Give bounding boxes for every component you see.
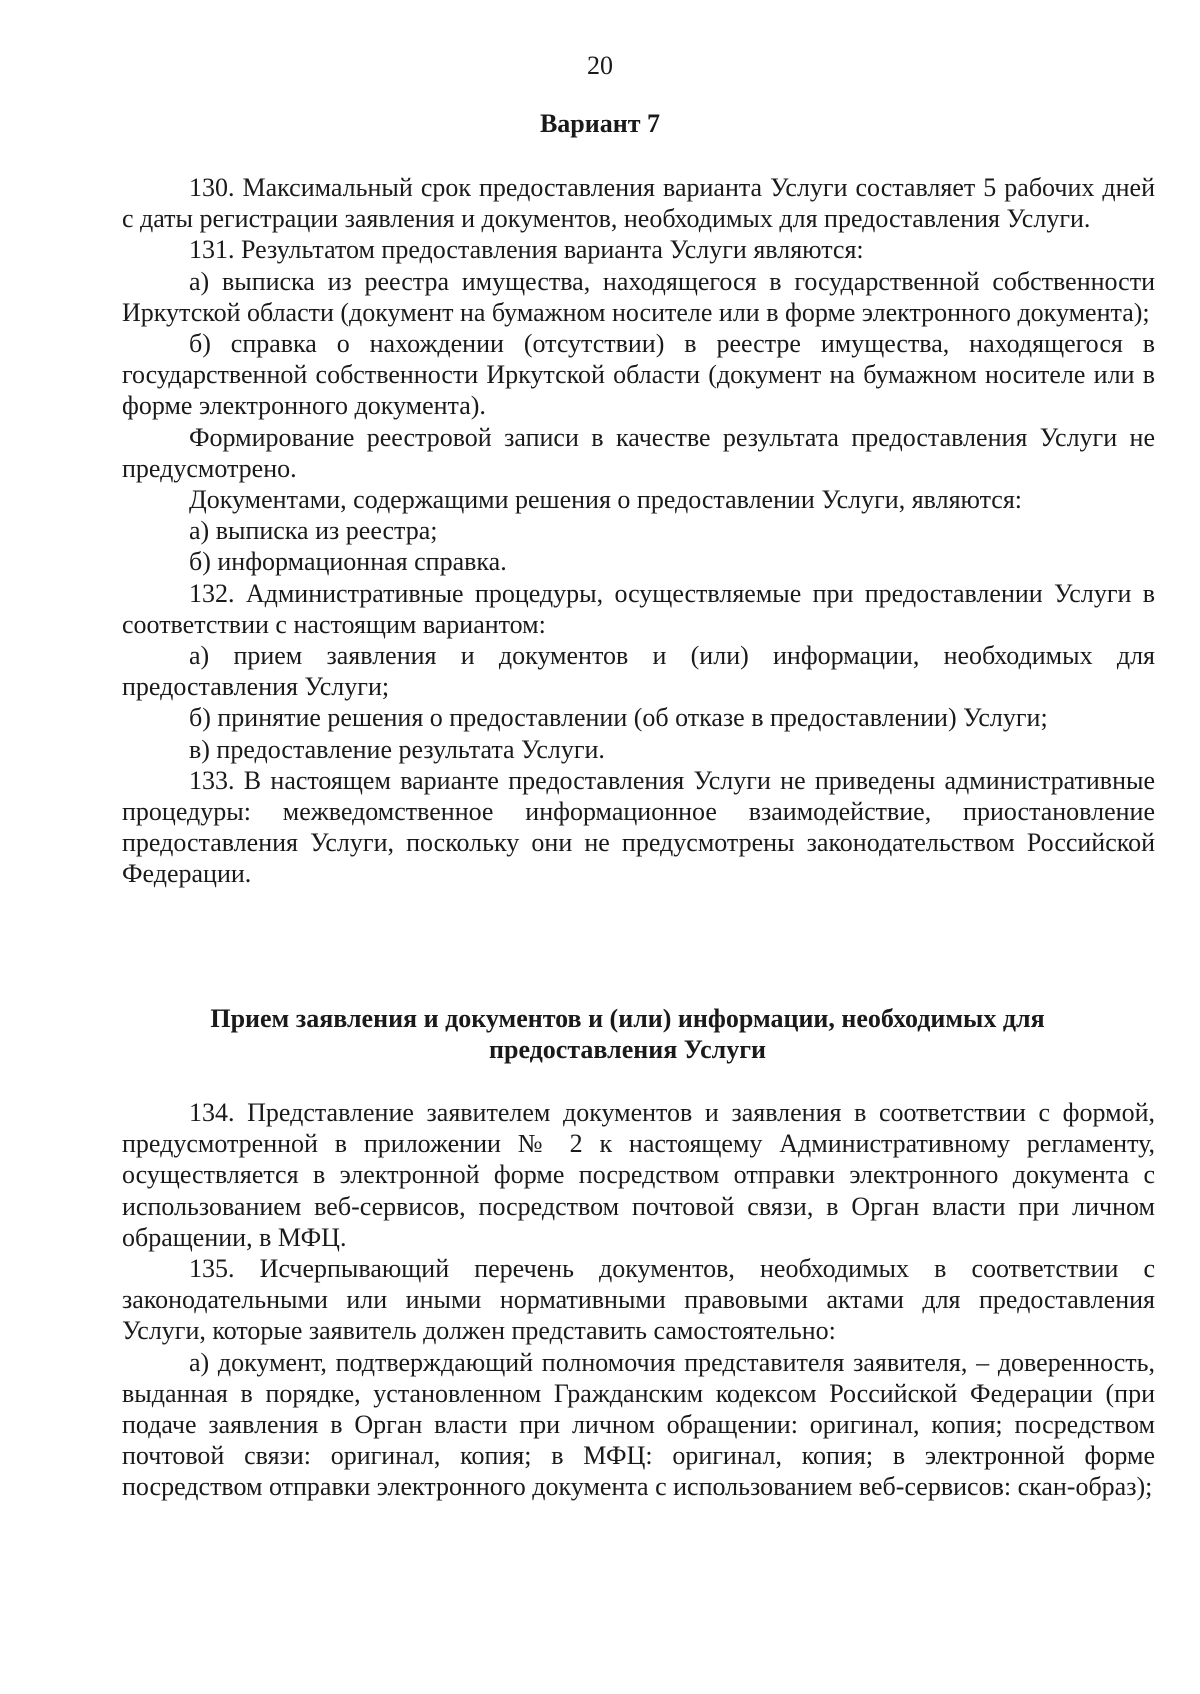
paragraph-decision-documents: Документами, содержащими решения о предоставлении Услуги, являются: [189,485,1023,515]
paragraph-134: 134. Представление заявителем документов и заявления в соответствии с формой, предусмотренной в приложении № 2 к настоящему Административному регламенту, осуществляется в электронной форме посредством отправки электронного документа с использованием веб-сервисов, посредством почтовой связи, в Орган власти при личном обращении, в МФЦ. [122,1098,1155,1252]
paragraph-135: 135. Исчерпывающий перечень документов, необходимых в соответствии с законодательными или иными нормативными правовыми актами для предоставления Услуги, которые заявитель должен представить самостоятельно: [122,1254,1155,1346]
paragraph-132: 132. Административные процедуры, осуществляемые при предоставлении Услуги в соответствии с настоящим вариантом: [122,578,1155,639]
variant-heading: Вариант 7 [539,109,661,138]
page-number: 20 [587,51,613,80]
section-body [122,1097,1155,1503]
paragraph-131-a: а) выписка из реестра имущества, находящегося в государственной собственности Иркутской области (документ на бумажном носителе или в форме электронного документа); [122,266,1155,327]
paragraph-130: 130. Максимальный срок предоставления варианта Услуги составляет 5 рабочих дней с даты регистрации заявления и документов, необходимых для предоставления Услуги. [122,173,1155,234]
paragraph-133: 133. В настоящем варианте предоставления Услуги не приведены административные процедуры: межведомственное информационное взаимодействие, приостановление предоставления Услуги, поскольку они не предусмотрены законодательством Российской Федерации. [122,765,1155,889]
variant-body [122,172,1155,890]
paragraph-registry-record: Формирование реестровой записи в качестве результата предоставления Услуги не предусмотрено. [122,422,1155,483]
paragraph-decision-a: а) выписка из реестра; [189,516,438,546]
paragraph-131-b: б) справка о нахождении (отсутствии) в реестре имущества, находящегося в государственной собственности Иркутской области (документ на бумажном носителе или в форме электронного документа). [122,329,1155,421]
paragraph-132-c: в) предоставление результата Услуги. [189,734,605,764]
paragraph-132-a: а) прием заявления и документов и (или) информации, необходимых для предоставления Услуги; [122,641,1155,702]
section-heading: Прием заявления и документов и (или) информации, необходимых для предоставления Услуги [210,1004,1045,1064]
paragraph-135-a: а) документ, подтверждающий полномочия представителя заявителя, – доверенность, выданная в порядке, установленном Гражданским кодексом Российской Федерации (при подаче заявления в Орган власти при личном обращении: оригинал, копия; посредством почтовой связи: оригинал, копия; в МФЦ: оригинал, копия; в электронной форме посредством отправки электронного документа с использованием веб-сервисов: скан-образ); [122,1347,1155,1502]
paragraph-131: 131. Результатом предоставления варианта Услуги являются: [189,235,864,265]
paragraph-132-b: б) принятие решения о предоставлении (об отказе в предоставлении) Услуги; [189,703,1048,733]
paragraph-decision-b: б) информационная справка. [189,547,507,577]
